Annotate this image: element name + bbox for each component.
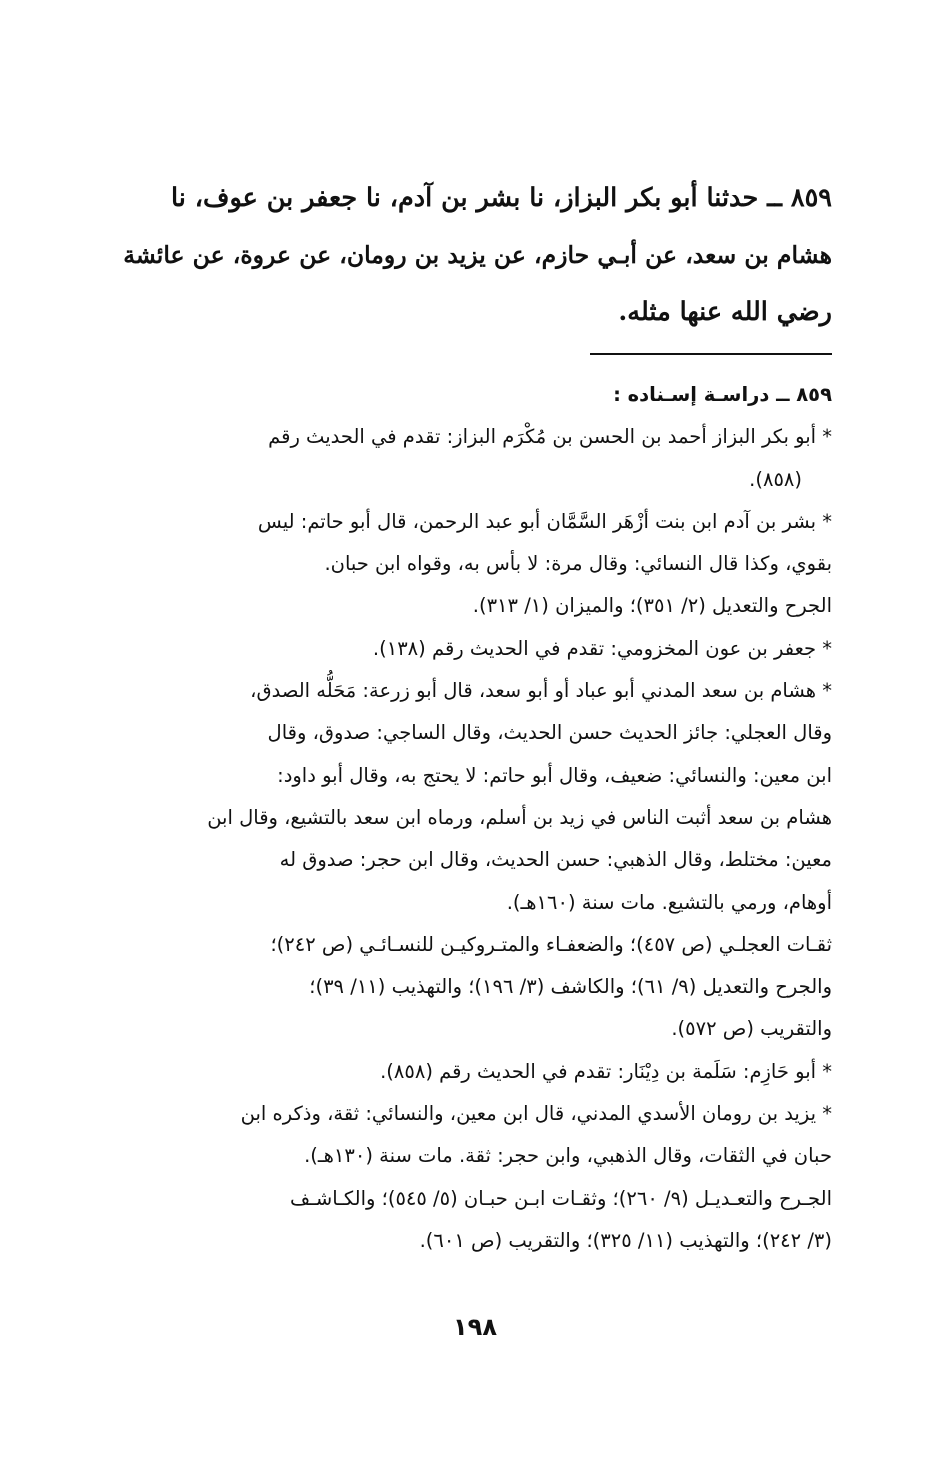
notes-line: (٣/ ٢٤٢)؛ والتهذيب (١١/ ٣٢٥)؛ والتقريب (ص ٦٠١). (419, 1228, 832, 1252)
notes-line: ابن معين: والنسائي: ضعيف، وقال أبو حاتم: لا يحتج به، وقال أبو داود: (277, 763, 832, 787)
hadith-text (114, 170, 832, 341)
notes-line: * هشام بن سعد المدني أبو عباد أو أبو سعد، قال أبو زرعة: مَحَلُّه الصدق، (250, 679, 832, 703)
notes-line: بقوي، وكذا قال النسائي: وقال مرة: لا بأس به، وقواه ابن حبان. (324, 552, 832, 576)
notes-line: * يزيد بن رومان الأسدي المدني، قال ابن معين، والنسائي: ثقة، وذكره ابن (240, 1102, 832, 1126)
notes-line: وقال العجلي: جائز الحديث حسن الحديث، وقال الساجي: صدوق، وقال (267, 721, 832, 745)
notes-heading: ٨٥٩ ــ دراسـة إسـناده : (613, 383, 832, 406)
notes-line: هشام بن سعد أثبت الناس في زيد بن أسلم، ورماه ابن سعد بالتشيع، وقال ابن (207, 805, 832, 829)
notes-line: والتقريب (ص ٥٧٢). (671, 1017, 832, 1041)
notes-line: الجرح والتعديل (٢/ ٣٥١)؛ والميزان (١/ ٣١٣). (472, 594, 832, 618)
notes-line: * أبو حَازِم: سَلَمة بن دِيْنَار: تقدم في الحديث رقم (٨٥٨). (380, 1059, 832, 1083)
hadith-line: ٨٥٩ ــ حدثنا أبو بكر البزاز، نا بشر بن آدم، نا جعفر بن عوف، نا (171, 183, 832, 213)
notes-line: (٨٥٨). (749, 467, 802, 491)
page-number: ١٩٨ (453, 1313, 497, 1341)
hadith-line: رضي الله عنها مثله. (618, 297, 832, 327)
notes-line: * بشر بن آدم ابن بنت أزْهَر السَّمَّان أبو عبد الرحمن، قال أبو حاتم: ليس (257, 509, 832, 533)
notes-line: والجرح والتعديل (٩/ ٦١)؛ والكاشف (٣/ ١٩٦)؛ والتهذيب (١١/ ٣٩)؛ (309, 975, 832, 999)
notes-line: * جعفر بن عون المخزومي: تقدم في الحديث رقم (١٣٨). (372, 636, 832, 660)
notes-line: * أبو بكر البزاز أحمد بن الحسن بن مُكْرَم البزاز: تقدم في الحديث رقم (268, 425, 832, 449)
isnad-study-notes (114, 374, 832, 1262)
notes-line: أوهام، ورمي بالتشيع. مات سنة (١٦٠هـ). (506, 890, 832, 914)
notes-line: ثقـات العجلـي (ص ٤٥٧)؛ والضعفـاء والمتـروكيـن للنسـائـي (ص ٢٤٢)؛ (270, 932, 832, 956)
notes-line: معين: مختلط، وقال الذهبي: حسن الحديث، وقال ابن حجر: صدوق له (279, 848, 832, 872)
notes-line: الجـرح والتعـديـل (٩/ ٢٦٠)؛ وثقـات ابـن حبـان (٥/ ٥٤٥)؛ والكـاشـف (289, 1186, 832, 1210)
notes-line: حبان في الثقات، وقال الذهبي، وابن حجر: ثقة. مات سنة (١٣٠هـ). (304, 1144, 832, 1168)
hadith-line: هشام بن سعد، عن أبـي حازم، عن يزيد بن رومان، عن عروة، عن عائشة (123, 241, 832, 269)
footnote-separator (590, 353, 832, 355)
